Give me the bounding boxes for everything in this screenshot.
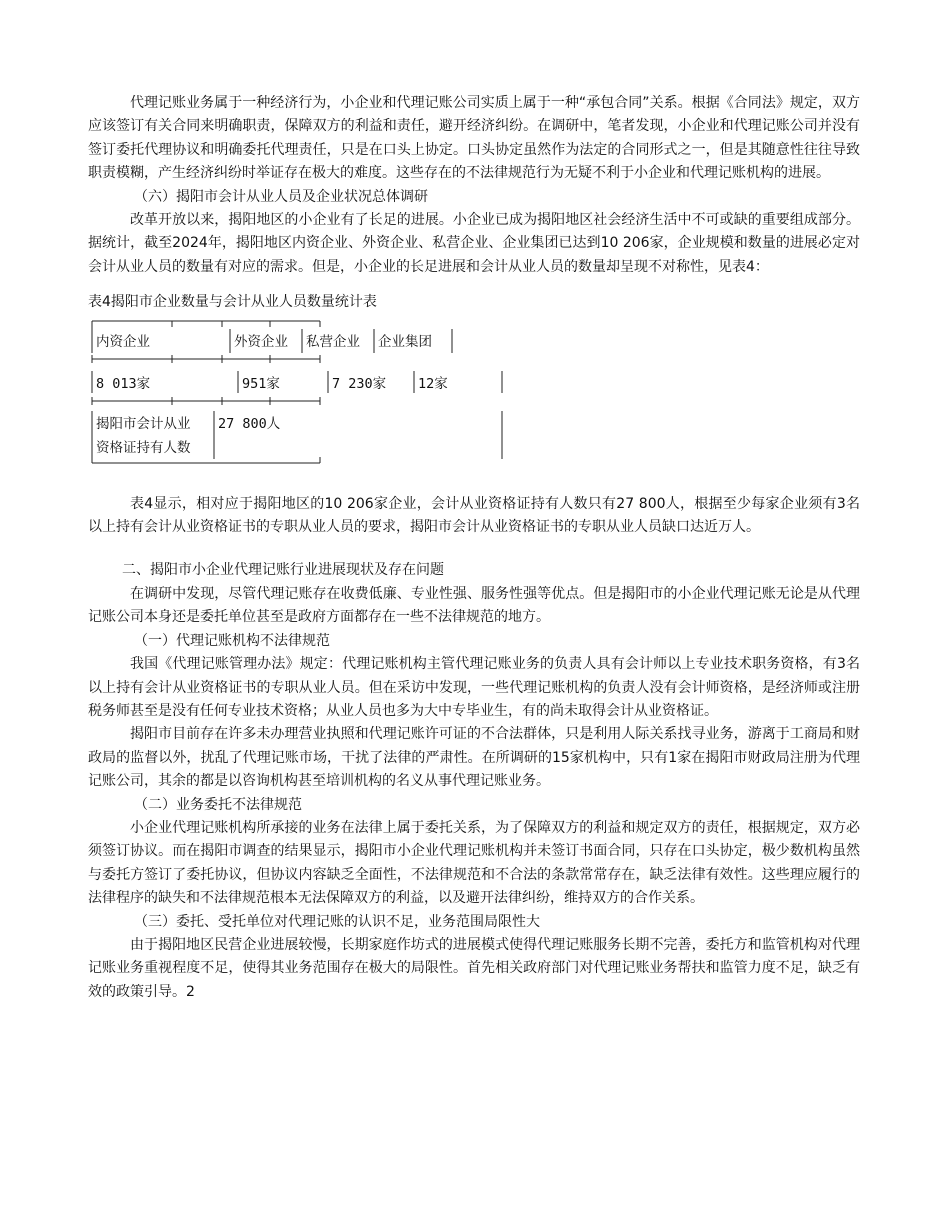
paragraph: 改革开放以来，揭阳地区的小企业有了长足的进展。小企业已成为揭阳地区社会经济生活中不可或缺的重要组成部分。据统计，截至2024年，揭阳地区内资企业、外资企业、私营企业、企业集团已达到10 206家，企业规模和数量的进展必定对会计从业人员的数量有对应的需求。但是，小企业的长足进展和会计从业人员的数量却呈现不对称性，见表4： [88,212,860,275]
table-header-private: 私营企业 [306,333,360,350]
table-value-domestic: 8 013家 [96,375,151,392]
section-heading: （三）委托、受托单位对代理记账的认识不足，业务范围局限性大 [134,913,540,930]
paragraph: 在调研中发现，尽管代理记账存在收费低廉、专业性强、服务性强等优点。但是揭阳市的小企业代理记账无论是从代理记账公司本身还是委托单位甚至是政府方面都存在一些不法律规范的地方。 [88,585,860,626]
section-heading: （一）代理记账机构不法律规范 [134,632,330,649]
table-value-group: 12家 [418,375,448,392]
section-heading: （六）揭阳市会计从业人员及企业状况总体调研 [134,188,428,205]
chapter-heading: 二、揭阳市小企业代理记账行业进展现状及存在问题 [122,562,444,579]
table-value-foreign: 951家 [242,375,280,392]
section-heading: （二）业务委托不法律规范 [134,796,302,813]
paragraph: 小企业代理记账机构所承接的业务在法律上属于委托关系，为了保障双方的利益和规定双方的责任，根据规定，双方必须签订协议。而在揭阳市调查的结果显示，揭阳市小企业代理记账机构并未签订书面合同，只存在口头协定，极少数机构虽然与委托方签订了委托协议，但协议内容缺乏全面性，不法律规范和不合法的条款常常存在，缺乏法律有效性。这些理应履行的法律程序的缺失和不法律规范根本无法保障双方的利益，以及避开法律纠纷，维持双方的合作关系。 [88,819,860,907]
document-body [88,92,860,1004]
table-value-private: 7 230家 [332,375,387,392]
table-caption: 表4揭阳市企业数量与会计从业人员数量统计表 [88,294,377,311]
table-header-group: 企业集团 [378,333,432,350]
table-header-domestic: 内资企业 [96,333,150,350]
table-value-accountants: 27 800人 [218,415,281,432]
stats-table [88,315,860,475]
table-header-foreign: 外资企业 [234,333,288,350]
paragraph: 由于揭阳地区民营企业进展较慢，长期家庭作坊式的进展模式使得代理记账服务长期不完善，委托方和监管机构对代理记账业务重视程度不足，使得其业务范围存在极大的局限性。首先相关政府部门对代理记账业务帮扶和监管力度不足，缺乏有效的政策引导。2 [88,936,860,1000]
paragraph: 揭阳市目前存在许多未办理营业执照和代理记账许可证的不合法群体，只是利用人际关系找寻业务，游离于工商局和财政局的监督以外，扰乱了代理记账市场，干扰了法律的严肃性。在所调研的15家机构中，只有1家在揭阳市财政局注册为代理记账公司，其余的都是以咨询机构甚至培训机构的名义从事代理记账业务。 [88,726,860,790]
table-label-accountants-line2: 资格证持有人数 [96,439,191,456]
paragraph: 我国《代理记账管理办法》规定：代理记账机构主管代理记账业务的负责人具有会计师以上专业技术职务资格，有3名以上持有会计从业资格证书的专职从业人员。但在采访中发现，一些代理记账机构的负责人没有会计师资格，是经济师或注册税务师甚至是没有任何专业技术资格；从业人员也多为大中专毕业生，有的尚未取得会计从业资格证。 [88,656,860,719]
paragraph: 表4显示，相对应于揭阳地区的10 206家企业，会计从业资格证持有人数只有27 800人，根据至少每家企业须有3名以上持有会计从业资格证书的专职从业人员的要求，揭阳市会计从业资格证书的专职从业人员缺口达近万人。 [88,495,860,536]
paragraph: 代理记账业务属于一种经济行为，小企业和代理记账公司实质上属于一种“承包合同”关系。根据《合同法》规定，双方应该签订有关合同来明确职责，保障双方的利益和责任，避开经济纠纷。在调研中，笔者发现，小企业和代理记账公司并没有签订委托代理协议和明确委托代理责任，只是在口头上协定。口头协定虽然作为法定的合同形式之一，但是其随意性往往导致职责模糊，产生经济纠纷时举证存在极大的难度。这些存在的不法律规范行为无疑不利于小企业和代理记账机构的进展。 [88,95,860,182]
table-label-accountants: 揭阳市会计从业 [96,415,191,432]
